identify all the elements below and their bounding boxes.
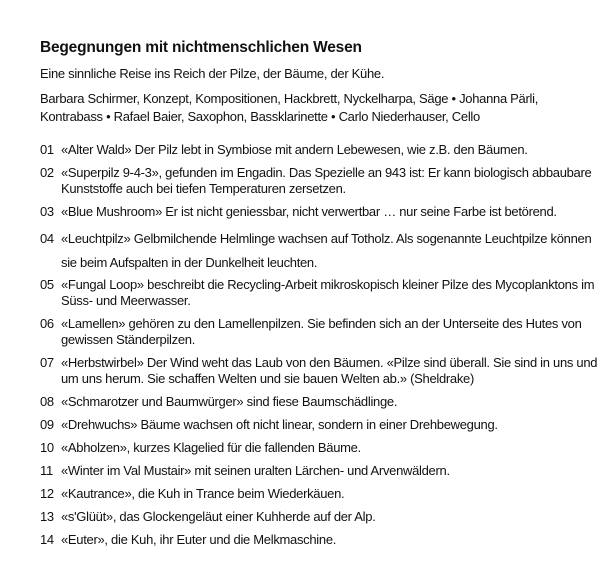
track-description: «Leuchtpilz» Gelbmilchende Helmlinge wachsen auf Totholz. Als sogenannte Leuchtpilze können sie beim Aufspalten in der Dunkelheit leuchten. xyxy=(61,231,592,270)
track-item xyxy=(40,316,600,348)
track-item xyxy=(40,227,600,275)
track-item xyxy=(40,486,600,502)
track-number: 10 xyxy=(40,440,54,455)
track-number: 07 xyxy=(40,355,54,370)
track-number: 05 xyxy=(40,277,54,292)
track-description: «Winter im Val Mustair» mit seinen uralten Lärchen- und Arvenwäldern. xyxy=(61,463,450,478)
track-description: «Superpilz 9-4-3», gefunden im Engadin. Das Spezielle an 943 ist: Er kann biologisch abbaubare Kunststoffe auch bei tiefen Temperaturen zersetzen. xyxy=(61,165,592,196)
track-number: 13 xyxy=(40,509,54,524)
track-number: 01 xyxy=(40,142,54,157)
track-description: «Kautrance», die Kuh in Trance beim Wiederkäuen. xyxy=(61,486,345,501)
track-description: «Alter Wald» Der Pilz lebt in Symbiose mit andern Lebewesen, wie z.B. den Bäumen. xyxy=(61,142,528,157)
track-item xyxy=(40,394,600,410)
subtitle: Eine sinnliche Reise ins Reich der Pilze, der Bäume, der Kühe. xyxy=(40,66,385,81)
track-item xyxy=(40,142,600,158)
track-item xyxy=(40,440,600,456)
track-number: 04 xyxy=(40,231,54,246)
track-number: 03 xyxy=(40,204,54,219)
track-item xyxy=(40,165,600,197)
track-description: «Schmarotzer und Baumwürger» sind fiese Baumschädlinge. xyxy=(61,394,398,409)
track-item xyxy=(40,509,600,525)
track-number: 12 xyxy=(40,486,54,501)
track-list xyxy=(40,142,600,548)
page-title: Begegnungen mit nichtmenschlichen Wesen xyxy=(40,39,362,56)
track-item xyxy=(40,277,600,309)
track-description: «s'Glüüt», das Glockengeläut einer Kuhherde auf der Alp. xyxy=(61,509,376,524)
track-number: 11 xyxy=(40,463,53,478)
track-item xyxy=(40,417,600,433)
track-item xyxy=(40,204,600,220)
track-description: «Abholzen», kurzes Klagelied für die fallenden Bäume. xyxy=(61,440,361,455)
track-description: «Herbstwirbel» Der Wind weht das Laub von den Bäumen. «Pilze sind überall. Sie sind in uns und um uns herum. Sie schaffen Welten und sie bauen Welten ab.» (Sheldrake) xyxy=(61,355,598,386)
track-number: 06 xyxy=(40,316,54,331)
track-item xyxy=(40,463,600,479)
track-item xyxy=(40,355,600,387)
track-number: 09 xyxy=(40,417,54,432)
liner-notes xyxy=(40,38,600,555)
track-number: 02 xyxy=(40,165,54,180)
track-number: 08 xyxy=(40,394,54,409)
track-description: «Blue Mushroom» Er ist nicht geniessbar, nicht verwertbar … nur seine Farbe ist betörend. xyxy=(61,204,557,219)
track-number: 14 xyxy=(40,532,54,547)
credits: Barbara Schirmer, Konzept, Kompositionen, Hackbrett, Nyckelharpa, Säge • Johanna Pärli, Kontrabass • Rafael Baier, Saxophon, Bassklarinette • Carlo Niederhauser, Cello xyxy=(40,91,539,124)
track-description: «Euter», die Kuh, ihr Euter und die Melkmaschine. xyxy=(61,532,337,547)
track-description: «Drehwuchs» Bäume wachsen oft nicht linear, sondern in einer Drehbewegung. xyxy=(61,417,498,432)
track-description: «Fungal Loop» beschreibt die Recycling-Arbeit mikroskopisch kleiner Pilze des Mycoplanktons im Süss- und Meerwasser. xyxy=(61,277,595,308)
track-item xyxy=(40,532,600,548)
track-description: «Lamellen» gehören zu den Lamellenpilzen. Sie befinden sich an der Unterseite des Hutes von gewissen Ständerpilzen. xyxy=(61,316,582,347)
